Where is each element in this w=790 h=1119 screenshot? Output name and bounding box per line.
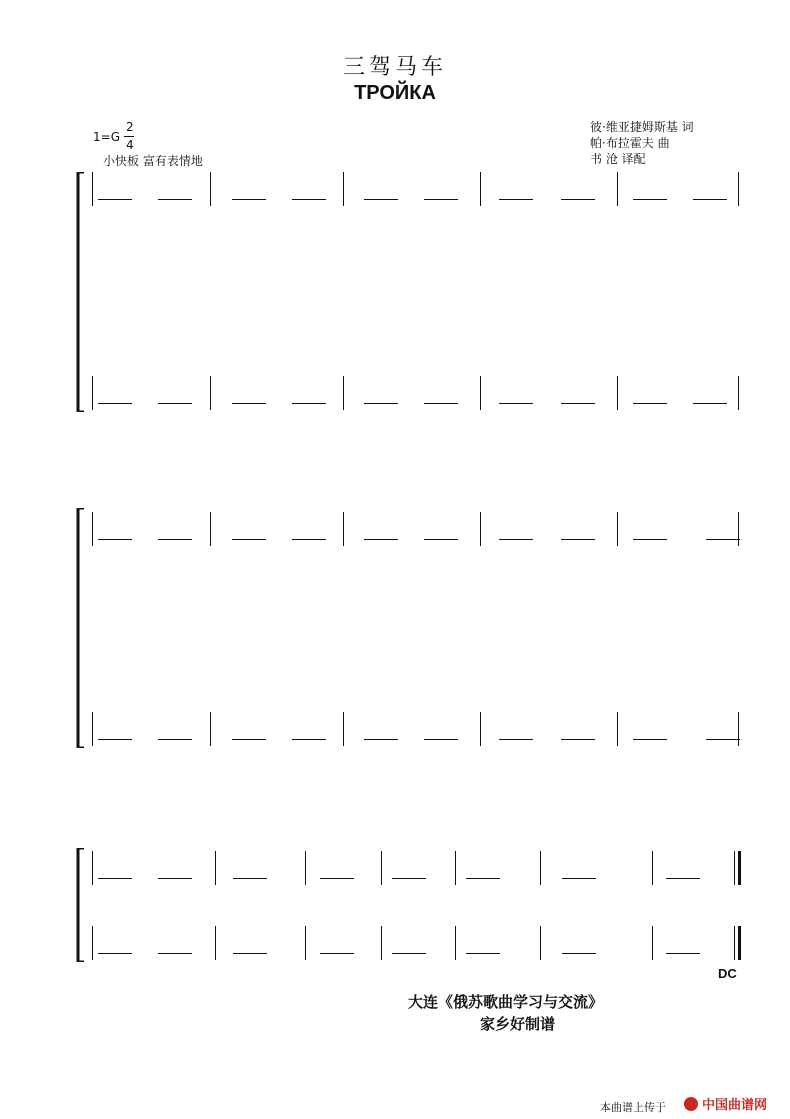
note-beam — [706, 739, 740, 740]
sys2-upper-barline — [617, 512, 618, 546]
note-beam — [98, 539, 132, 540]
sys1-lower-barline — [210, 376, 211, 410]
credit-translator: 书 沧 译配 — [590, 152, 646, 166]
note-beam — [158, 953, 192, 954]
sys3-upper-barline — [381, 851, 382, 885]
time-signature-line — [124, 136, 134, 137]
sys1-lower-barline — [92, 376, 93, 410]
note-beam — [392, 953, 426, 954]
note-beam — [633, 403, 667, 404]
site-logo[interactable] — [682, 1093, 782, 1115]
sys3-upper-barline — [652, 851, 653, 885]
sys3-lower-barline — [215, 926, 216, 960]
sys3-lower-barline — [92, 926, 93, 960]
note-beam — [424, 199, 458, 200]
sys2-upper-barline — [343, 512, 344, 546]
sys1-upper-barline — [343, 172, 344, 206]
note-beam — [562, 953, 596, 954]
note-beam — [499, 539, 533, 540]
note-beam — [364, 739, 398, 740]
sys1-lower-barline — [617, 376, 618, 410]
note-beam — [424, 403, 458, 404]
note-beam — [232, 403, 266, 404]
sys3-upper-barline — [305, 851, 306, 885]
note-beam — [466, 953, 500, 954]
note-beam — [424, 539, 458, 540]
note-beam — [693, 199, 727, 200]
note-beam — [292, 199, 326, 200]
svg-text:中国曲谱网: 中国曲谱网 — [702, 1098, 768, 1113]
sys2-brace — [74, 508, 86, 748]
sys2-upper-barline — [738, 512, 739, 546]
sys1-upper-barline — [617, 172, 618, 206]
note-beam — [232, 739, 266, 740]
sys1-brace — [74, 172, 86, 412]
note-beam — [499, 199, 533, 200]
note-beam — [292, 403, 326, 404]
note-beam — [158, 878, 192, 879]
note-beam — [392, 878, 426, 879]
note-beam — [562, 878, 596, 879]
note-beam — [666, 878, 700, 879]
credit-lyricist: 彼·维亚捷姆斯基 词 — [590, 120, 694, 134]
sys3-lower-barline — [305, 926, 306, 960]
note-beam — [292, 739, 326, 740]
note-beam — [466, 878, 500, 879]
sys1-upper-barline — [210, 172, 211, 206]
sys3-upper-barline — [92, 851, 93, 885]
final-barline — [738, 926, 741, 960]
sys2-lower-barline — [738, 712, 739, 746]
sys3-lower-barline — [381, 926, 382, 960]
note-beam — [320, 878, 354, 879]
site-logo-icon — [682, 1093, 782, 1115]
sys1-upper-barline — [92, 172, 93, 206]
sys2-upper-barline — [92, 512, 93, 546]
footer-arranger-line1: 大连《俄苏歌曲学习与交流》 — [408, 993, 604, 1011]
note-beam — [98, 953, 132, 954]
credit-composer: 帕·布拉霍夫 曲 — [590, 136, 670, 150]
note-beam — [364, 539, 398, 540]
note-beam — [158, 739, 192, 740]
sys1-upper-barline — [738, 172, 739, 206]
note-beam — [633, 539, 667, 540]
note-beam — [561, 199, 595, 200]
note-beam — [499, 403, 533, 404]
note-beam — [158, 539, 192, 540]
note-beam — [364, 403, 398, 404]
sys2-lower-barline — [210, 712, 211, 746]
sys2-lower-barline — [343, 712, 344, 746]
sys2-lower-barline — [480, 712, 481, 746]
tempo-marking: 小快板 富有表情地 — [103, 154, 203, 168]
note-beam — [158, 403, 192, 404]
note-beam — [232, 199, 266, 200]
sys2-upper-barline — [480, 512, 481, 546]
note-beam — [633, 739, 667, 740]
sys2-upper-barline — [210, 512, 211, 546]
sys3-brace — [74, 848, 86, 962]
note-beam — [633, 199, 667, 200]
time-signature-bottom: 4 — [126, 138, 134, 152]
sys1-lower-barline — [343, 376, 344, 410]
key-signature: 1=G — [93, 130, 120, 144]
note-beam — [666, 953, 700, 954]
note-beam — [561, 739, 595, 740]
final-barline — [734, 926, 735, 960]
final-barline — [738, 851, 741, 885]
note-beam — [233, 878, 267, 879]
note-beam — [320, 953, 354, 954]
sys3-lower-barline — [455, 926, 456, 960]
note-beam — [499, 739, 533, 740]
sys3-upper-barline — [215, 851, 216, 885]
note-beam — [706, 539, 740, 540]
note-beam — [292, 539, 326, 540]
note-beam — [232, 539, 266, 540]
sys2-lower-barline — [617, 712, 618, 746]
sys3-lower-barline — [540, 926, 541, 960]
final-barline — [734, 851, 735, 885]
sys2-lower-barline — [92, 712, 93, 746]
sys1-upper-barline — [480, 172, 481, 206]
note-beam — [424, 739, 458, 740]
site-upload-note: 本曲谱上传于 — [600, 1101, 666, 1114]
note-beam — [364, 199, 398, 200]
note-beam — [561, 403, 595, 404]
sys1-lower-barline — [480, 376, 481, 410]
note-beam — [98, 739, 132, 740]
note-beam — [561, 539, 595, 540]
sys3-upper-barline — [455, 851, 456, 885]
sys3-upper-barline — [540, 851, 541, 885]
note-beam — [233, 953, 267, 954]
time-signature-top: 2 — [126, 120, 134, 134]
note-beam — [693, 403, 727, 404]
sys1-lower-barline — [738, 376, 739, 410]
sys3-lower-barline — [652, 926, 653, 960]
note-beam — [98, 403, 132, 404]
title-russian: ТРОЙКА — [354, 82, 436, 104]
title-chinese: 三驾马车 — [342, 55, 447, 80]
note-beam — [98, 199, 132, 200]
dc-marking: DC — [718, 966, 737, 981]
note-beam — [98, 878, 132, 879]
footer-arranger-line2: 家乡好制谱 — [480, 1015, 556, 1033]
note-beam — [158, 199, 192, 200]
